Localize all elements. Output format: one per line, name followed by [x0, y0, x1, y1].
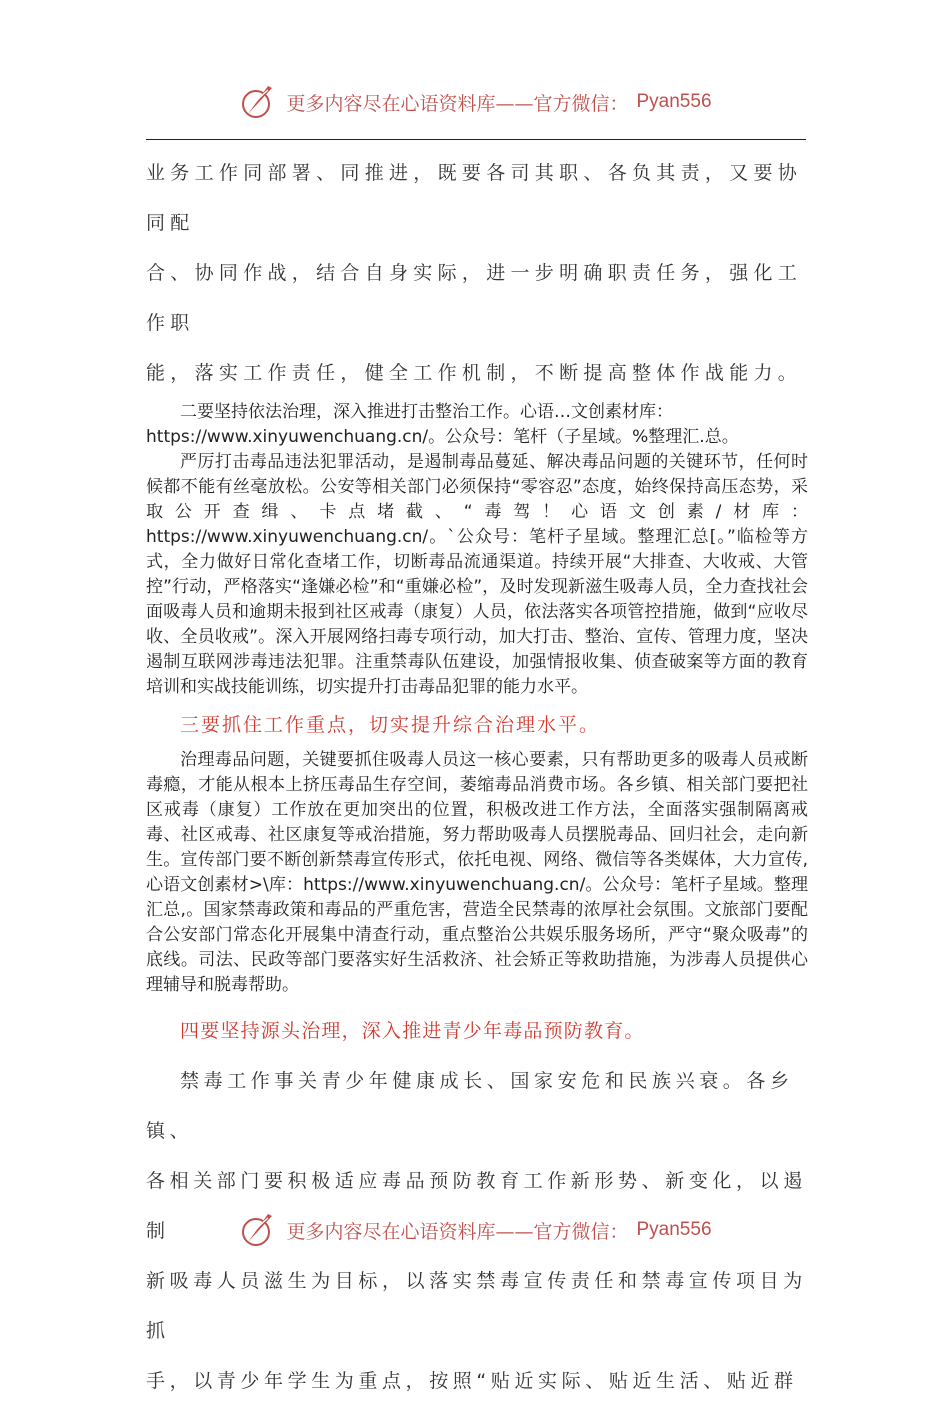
- footer-banner: [0, 1208, 950, 1252]
- paragraph-line: 新吸毒人员滋生为目标，以落实禁毒宣传责任和禁毒宣传项目为抓: [146, 1270, 807, 1342]
- paragraph-line: 能，落实工作责任，健全工作机制，不断提高整体作战能力。: [146, 362, 803, 384]
- paragraph-crackdown: 严厉打击毒品违法犯罪活动，是遏制毒品蔓延、解决毒品问题的关键环节，任何时候都不能有丝毫放松。公安等相关部门必须保持“零容忍”态度，始终保持高压态势，采取公开查缉、卡点堵截、“毒驾！心语文创素/材库：https://www.xinyuwenchuang.cn/。`公众号：笔杆子星域。整理汇总[。”临检等方式，全力做好日常化查堵工作，切断毒品流通渠道。持续开展“大排查、大收戒、大管控”行动，严格落实“逢嫌必检”和“重嫌必检”，及时发现新滋生吸毒人员，全力查找社会面吸毒人员和逾期未报到社区戒毒（康复）人员，依法落实各项管控措施，做到“应收尽收、全员收戒”。深入开展网络扫毒专项行动，加大打击、整治、宣传、管理力度，坚决遏制互联网涉毒违法犯罪。注重禁毒队伍建设，加强情报收集、侦查破案等方面的教育培训和实战技能训练，切实提升打击毒品犯罪的能力水平。: [146, 452, 808, 697]
- paragraph-lawful-governance: 二要坚持依法治理，深入推进打击整治工作。心语…文创素材库：https://www.xinyuwenchuang.cn/。公众号：笔杆（子星域。%整理汇.总。: [146, 402, 739, 447]
- paragraph-line: 合、协同作战，结合自身实际，进一步明确职责任务，强化工作职: [146, 262, 803, 334]
- section-heading-3: 三要抓住工作重点，切实提升综合治理水平。: [180, 714, 601, 736]
- banner-text: 更多内容尽在心语资料库——官方微信：: [286, 92, 629, 115]
- header-rule: [146, 139, 806, 140]
- banner-text: 更多内容尽在心语资料库——官方微信：: [286, 1220, 629, 1243]
- quill-pen-logo-icon: [238, 1210, 278, 1250]
- paragraph-line: 各相关部门要积极适应毒品预防教育工作新形势、新变化，以遏制: [146, 1170, 807, 1242]
- paragraph-line: 禁毒工作事关青少年健康成长、国家安危和民族兴衰。各乡镇、: [146, 1070, 794, 1142]
- paragraph-line: 业务工作同部署、同推进，既要各司其职、各负其责，又要协同配: [146, 162, 803, 234]
- paragraph-line: 手，以青少年学生为重点，按照“贴近实际、贴近生活、贴近群: [146, 1370, 798, 1392]
- banner-wechat-id: Pyan556: [636, 1219, 712, 1240]
- banner-wechat-id: Pyan556: [636, 91, 712, 112]
- section-heading-4: 四要坚持源头治理，深入推进青少年毒品预防教育。: [180, 1020, 645, 1042]
- quill-pen-logo-icon: [238, 82, 278, 122]
- header-banner: [0, 80, 950, 124]
- paragraph-key-work: 治理毒品问题，关键要抓住吸毒人员这一核心要素，只有帮助更多的吸毒人员戒断毒瘾，才能从根本上挤压毒品生存空间，萎缩毒品消费市场。各乡镇、相关部门要把社区戒毒（康复）工作放在更加突出的位置，积极改进工作方法，全面落实强制隔离戒毒、社区戒毒、社区康复等戒治措施，努力帮助吸毒人员摆脱毒品、回归社会，走向新生。宣传部门要不断创新禁毒宣传形式，依托电视、网络、微信等各类媒体，大力宣传,心语文创素材>\库：https://www.xinyuwenchuang.cn/。公众号：笔杆子星域。整理汇总,。国家禁毒政策和毒品的严重危害，营造全民禁毒的浓厚社会氛围。文旅部门要配合公安部门常态化开展集中清查行动，重点整治公共娱乐服务场所，严守“聚众吸毒”的底线。司法、民政等部门要落实好生活救济、社会矫正等救助措施，为涉毒人员提供心理辅导和脱毒帮助。: [146, 750, 808, 995]
